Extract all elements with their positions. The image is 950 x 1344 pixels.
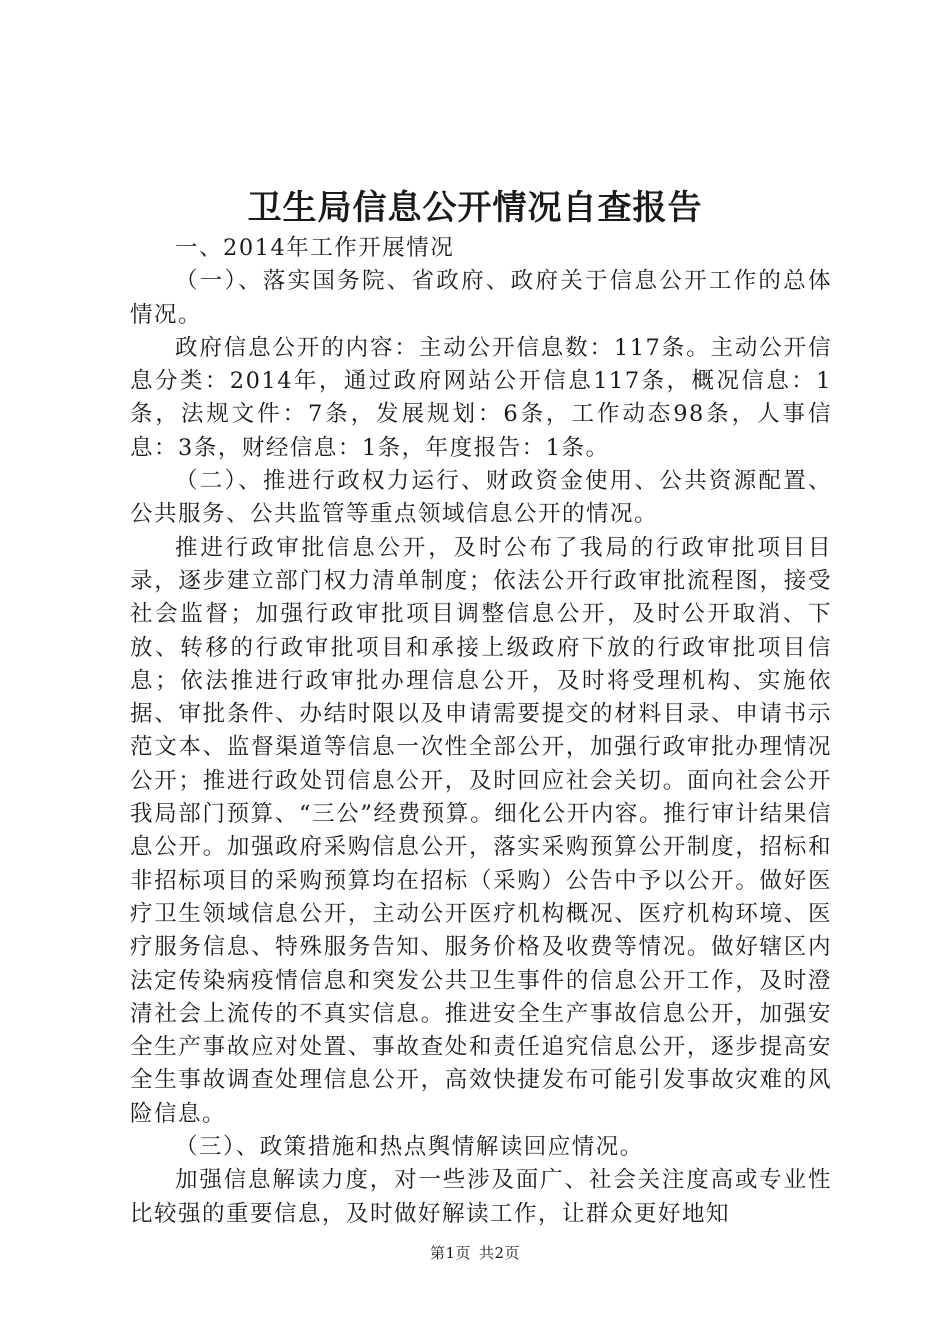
section-heading-2014: 一、2014年工作开展情况 (175, 235, 455, 261)
subsection-heading-1: （一）、落实国务院、省政府、政府关于信息公开工作的总体情况。 (130, 268, 832, 328)
page-number: 第1页 (429, 1244, 471, 1262)
subsection-heading-2: （二）、推进行政权力运行、财政资金使用、公共资源配置、公共服务、公共监管等重点领域信息公开的情况。 (130, 468, 832, 528)
paragraph-interpretation: 加强信息解读力度，对一些涉及面广、社会关注度高或专业性比较强的重要信息，及时做好解读工作，让群众更好地知 (130, 1167, 832, 1227)
document-title: 卫生局信息公开情况自查报告 (247, 188, 703, 228)
page-footer (0, 1242, 950, 1264)
subsection-heading-3: （三）、政策措施和热点舆情解读回应情况。 (175, 1134, 644, 1161)
document-body (130, 232, 832, 1231)
paragraph-administrative-approval: 推进行政审批信息公开，及时公布了我局的行政审批项目目录，逐步建立部门权力清单制度；依法公开行政审批流程图，接受社会监督；加强行政审批项目调整信息公开，及时公开取消、下放、转移的行政审批项目和承接上级政府下放的行政审批项目信息；依法推进行政审批办理信息公开，及时将受理机构、实施依据、审批条件、办结时限以及申请需要提交的材料目录、申请书示范文本、监督渠道等信息一次性全部公开，加强行政审批办理情况公开；推进行政处罚信息公开，及时回应社会关切。面向社会公开我局部门预算、“三公”经费预算。细化公开内容。推行审计结果信息公开。加强政府采购信息公开，落实采购预算公开制度，招标和非招标项目的采购预算均在招标（采购）公告中予以公开。做好医疗卫生领域信息公开，主动公开医疗机构概况、医疗机构环境、医疗服务信息、特殊服务告知、服务价格及收费等情况。做好辖区内法定传染病疫情信息和突发公共卫生事件的信息公开工作，及时澄清社会上流传的不真实信息。推进安全生产事故信息公开，加强安全生产事故应对处置、事故查处和责任追究信息公开，逐步提高安全生事故调查处理信息公开，高效快捷发布可能引发事故灾难的风险信息。 (130, 534, 832, 1127)
page-total: 共2页 (479, 1244, 521, 1262)
paragraph-disclosure-content: 政府信息公开的内容：主动公开信息数：117条。主动公开信息分类：2014年，通过政府网站公开信息117条，概况信息：1条，法规文件：7条，发展规划：6条，工作动态98条，人事信息：3条，财经信息：1条，年度报告：1条。 (130, 334, 832, 461)
